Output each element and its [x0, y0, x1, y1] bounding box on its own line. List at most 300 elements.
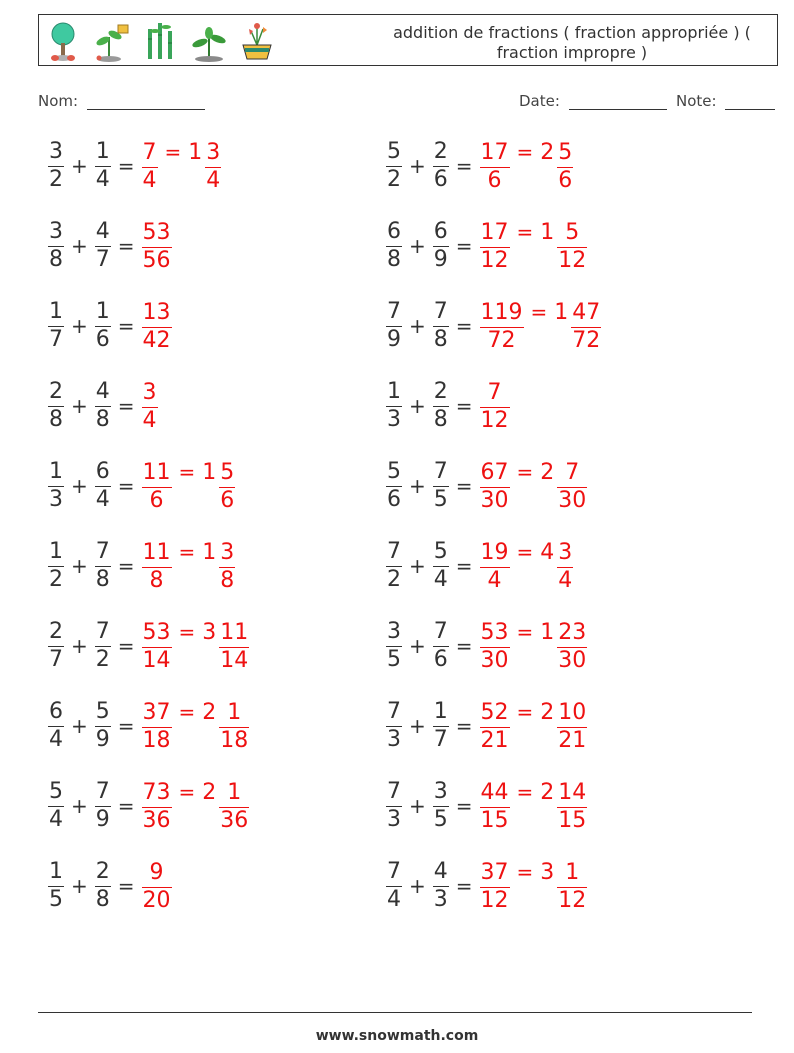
numerator: 2	[49, 618, 63, 644]
denominator: 6	[387, 487, 401, 513]
addend-fraction	[48, 138, 64, 193]
denominator: 2	[49, 567, 63, 593]
equals-sign: =	[455, 554, 473, 578]
numerator: 47	[572, 299, 601, 325]
improper-fraction-answer	[480, 219, 510, 274]
answer	[478, 620, 590, 673]
date-blank[interactable]	[569, 95, 667, 110]
addend-fraction	[95, 458, 111, 513]
equals-sign: =	[164, 139, 182, 164]
addend-fraction	[433, 138, 449, 193]
answer	[140, 220, 174, 273]
equals-sign: =	[516, 459, 534, 484]
bamboo-icon	[143, 21, 179, 63]
denominator: 42	[142, 328, 171, 354]
addend-fraction	[433, 458, 449, 513]
problem-item	[46, 218, 174, 274]
problem-item	[46, 378, 160, 434]
problem-item	[46, 458, 237, 514]
denominator: 4	[95, 487, 110, 513]
numerator: 3	[558, 539, 573, 565]
equals-sign: =	[455, 314, 473, 338]
improper-fraction-answer	[480, 299, 524, 354]
numerator: 53	[142, 219, 171, 245]
denominator: 2	[95, 647, 110, 673]
problem-item	[384, 298, 603, 354]
addend-fraction	[433, 378, 449, 433]
denominator: 4	[49, 807, 63, 833]
equals-sign: =	[455, 634, 473, 658]
numerator: 7	[95, 538, 110, 564]
plus-sign: +	[409, 634, 426, 658]
addend-fraction	[386, 538, 402, 593]
numerator: 7	[433, 458, 448, 484]
addend-fraction	[433, 218, 449, 273]
denominator: 8	[95, 887, 110, 913]
equals-sign: =	[455, 794, 473, 818]
improper-fraction-answer	[142, 459, 172, 514]
addend-fraction	[95, 138, 111, 193]
denominator: 30	[558, 648, 587, 674]
denominator: 8	[433, 407, 448, 433]
name-blank[interactable]	[87, 95, 205, 110]
mixed-whole: 1	[554, 299, 569, 325]
numerator: 7	[487, 379, 502, 405]
numerator: 53	[142, 619, 171, 645]
equals-sign: =	[516, 539, 534, 564]
addend-fraction	[48, 778, 64, 833]
numerator: 6	[95, 458, 110, 484]
mixed-fraction-answer	[557, 139, 573, 194]
numerator: 37	[480, 859, 509, 885]
denominator: 6	[95, 327, 110, 353]
denominator: 18	[142, 728, 171, 754]
equals-sign: =	[117, 634, 135, 658]
denominator: 7	[49, 327, 63, 353]
numerator: 7	[387, 698, 401, 724]
plus-sign: +	[71, 554, 88, 578]
numerator: 13	[142, 299, 171, 325]
denominator: 4	[49, 727, 63, 753]
equals-sign: =	[117, 554, 135, 578]
plus-sign: +	[409, 874, 426, 898]
numerator: 11	[142, 539, 171, 565]
answer	[140, 300, 174, 353]
numerator: 6	[433, 218, 448, 244]
mixed-fraction-answer	[557, 619, 587, 674]
denominator: 2	[49, 167, 63, 193]
addend-fraction	[95, 698, 111, 753]
mixed-fraction-answer	[219, 619, 249, 674]
numerator: 1	[95, 138, 110, 164]
numerator: 7	[95, 778, 110, 804]
addend-fraction	[95, 378, 111, 433]
addend-fraction	[48, 218, 64, 273]
worksheet-title: addition de fractions ( fraction appropriée ) ( fraction impropre )	[393, 23, 751, 62]
problem-item	[384, 698, 589, 754]
numerator: 14	[558, 779, 587, 805]
improper-fraction-answer	[142, 539, 172, 594]
problem-item	[384, 138, 575, 194]
answer	[140, 460, 238, 513]
denominator: 5	[433, 487, 448, 513]
improper-fraction-answer	[480, 859, 510, 914]
denominator: 3	[387, 407, 401, 433]
denominator: 5	[49, 887, 63, 913]
numerator: 7	[387, 858, 401, 884]
sprout-icon	[93, 21, 133, 63]
numerator: 67	[480, 459, 509, 485]
denominator: 36	[142, 808, 171, 834]
answer	[140, 860, 174, 913]
denominator: 72	[572, 328, 601, 354]
numerator: 5	[558, 139, 573, 165]
addend-fraction	[386, 458, 402, 513]
plus-sign: +	[409, 714, 426, 738]
addend-fraction	[386, 858, 402, 913]
answer	[140, 700, 252, 753]
equals-sign: =	[117, 474, 135, 498]
date-field[interactable]	[519, 92, 667, 110]
problem-item	[384, 378, 512, 434]
numerator: 2	[433, 378, 448, 404]
answer	[478, 300, 604, 353]
mixed-fraction-answer	[557, 699, 587, 754]
denominator: 36	[220, 808, 249, 834]
denominator: 4	[433, 567, 448, 593]
improper-fraction-answer	[142, 379, 158, 434]
denominator: 15	[480, 808, 509, 834]
denominator: 6	[558, 168, 573, 194]
numerator: 1	[227, 779, 242, 805]
addend-fraction	[433, 298, 449, 353]
denominator: 2	[387, 567, 401, 593]
worksheet-header	[38, 14, 778, 66]
numerator: 7	[433, 298, 448, 324]
denominator: 7	[49, 647, 63, 673]
numerator: 11	[142, 459, 171, 485]
equals-sign: =	[117, 794, 135, 818]
numerator: 7	[142, 139, 157, 165]
denominator: 20	[142, 888, 171, 914]
numerator: 3	[220, 539, 235, 565]
denominator: 4	[558, 568, 573, 594]
addend-fraction	[386, 378, 402, 433]
plus-sign: +	[71, 794, 88, 818]
addend-fraction	[433, 698, 449, 753]
addend-fraction	[48, 618, 64, 673]
numerator: 10	[558, 699, 587, 725]
numerator: 3	[206, 139, 221, 165]
flowerpot-icon	[237, 21, 277, 63]
denominator: 7	[433, 727, 448, 753]
addend-fraction	[95, 218, 111, 273]
addend-fraction	[95, 618, 111, 673]
improper-fraction-answer	[142, 139, 158, 194]
tree-icon	[47, 21, 83, 63]
addend-fraction	[386, 618, 402, 673]
addend-fraction	[48, 698, 64, 753]
addend-fraction	[95, 858, 111, 913]
mixed-whole: 1	[188, 139, 203, 165]
equals-sign: =	[516, 779, 534, 804]
improper-fraction-answer	[480, 779, 510, 834]
denominator: 8	[95, 407, 110, 433]
addend-fraction	[95, 538, 111, 593]
equals-sign: =	[117, 154, 135, 178]
numerator: 7	[387, 538, 401, 564]
seedling-icon	[189, 21, 229, 63]
numerator: 4	[95, 218, 110, 244]
mixed-whole: 2	[540, 459, 555, 485]
plus-sign: +	[71, 314, 88, 338]
mixed-whole: 1	[202, 459, 217, 485]
numerator: 1	[49, 298, 63, 324]
denominator: 12	[558, 248, 587, 274]
numerator: 119	[480, 299, 523, 325]
equals-sign: =	[455, 474, 473, 498]
denominator: 18	[220, 728, 249, 754]
denominator: 12	[480, 248, 509, 274]
plus-sign: +	[71, 234, 88, 258]
problem-item	[384, 218, 589, 274]
numerator: 37	[142, 699, 171, 725]
plus-sign: +	[71, 634, 88, 658]
numerator: 2	[49, 378, 63, 404]
equals-sign: =	[455, 394, 473, 418]
numerator: 7	[95, 618, 110, 644]
problem-item	[384, 618, 589, 674]
addend-fraction	[386, 778, 402, 833]
footer-divider	[38, 1012, 752, 1013]
denominator: 72	[487, 328, 516, 354]
denominator: 12	[480, 888, 509, 914]
numerator: 2	[433, 138, 448, 164]
problem-item	[384, 858, 589, 914]
denominator: 6	[433, 647, 448, 673]
denominator: 6	[487, 168, 502, 194]
denominator: 14	[220, 648, 249, 674]
numerator: 23	[558, 619, 587, 645]
addend-fraction	[386, 138, 402, 193]
denominator: 4	[487, 568, 502, 594]
addend-fraction	[433, 618, 449, 673]
answer	[478, 460, 590, 513]
addend-fraction	[386, 698, 402, 753]
denominator: 4	[206, 168, 221, 194]
numerator: 9	[149, 859, 164, 885]
improper-fraction-answer	[142, 779, 172, 834]
equals-sign: =	[117, 234, 135, 258]
plus-sign: +	[71, 874, 88, 898]
numerator: 6	[387, 218, 401, 244]
answer	[140, 620, 252, 673]
denominator: 3	[49, 487, 63, 513]
header-icons	[47, 19, 282, 63]
answer	[140, 380, 160, 433]
improper-fraction-answer	[142, 859, 172, 914]
denominator: 12	[558, 888, 587, 914]
numerator: 3	[433, 778, 448, 804]
numerator: 5	[95, 698, 110, 724]
denominator: 3	[387, 807, 401, 833]
numerator: 3	[387, 618, 401, 644]
mixed-fraction-answer	[571, 299, 601, 354]
denominator: 4	[95, 167, 110, 193]
addend-fraction	[48, 458, 64, 513]
addend-fraction	[433, 538, 449, 593]
equals-sign: =	[117, 394, 135, 418]
denominator: 8	[49, 407, 63, 433]
numerator: 11	[220, 619, 249, 645]
numerator: 1	[565, 859, 580, 885]
problem-item	[46, 538, 237, 594]
problem-item	[46, 698, 251, 754]
denominator: 4	[142, 168, 157, 194]
numerator: 5	[49, 778, 63, 804]
improper-fraction-answer	[480, 619, 510, 674]
denominator: 30	[558, 488, 587, 514]
denominator: 6	[220, 488, 235, 514]
numerator: 17	[480, 139, 509, 165]
numerator: 5	[433, 538, 448, 564]
mixed-whole: 2	[540, 779, 555, 805]
denominator: 14	[142, 648, 171, 674]
numerator: 5	[387, 138, 401, 164]
improper-fraction-answer	[480, 699, 510, 754]
answer	[478, 220, 590, 273]
numerator: 7	[433, 618, 448, 644]
mixed-fraction-answer	[219, 699, 249, 754]
numerator: 4	[95, 378, 110, 404]
mixed-whole: 2	[540, 139, 555, 165]
plus-sign: +	[409, 394, 426, 418]
improper-fraction-answer	[480, 379, 510, 434]
equals-sign: =	[178, 779, 196, 804]
problem-item	[384, 778, 589, 834]
denominator: 30	[480, 488, 509, 514]
plus-sign: +	[71, 154, 88, 178]
date-label: Date:	[519, 92, 560, 110]
numerator: 1	[433, 698, 448, 724]
equals-sign: =	[516, 859, 534, 884]
answer	[478, 700, 590, 753]
problem-item	[384, 538, 575, 594]
numerator: 7	[387, 778, 401, 804]
numerator: 1	[95, 298, 110, 324]
addend-fraction	[386, 218, 402, 273]
addend-fraction	[386, 298, 402, 353]
denominator: 4	[387, 887, 401, 913]
mixed-whole: 2	[202, 699, 217, 725]
note-blank[interactable]	[725, 95, 775, 110]
equals-sign: =	[117, 314, 135, 338]
denominator: 21	[558, 728, 587, 754]
problem-item	[384, 458, 589, 514]
addend-fraction	[48, 298, 64, 353]
plus-sign: +	[409, 794, 426, 818]
mixed-whole: 1	[540, 619, 555, 645]
name-field[interactable]	[38, 92, 205, 110]
numerator: 1	[49, 538, 63, 564]
plus-sign: +	[409, 474, 426, 498]
mixed-fraction-answer	[219, 539, 235, 594]
note-label: Note:	[676, 92, 717, 110]
problem-item	[46, 618, 251, 674]
addend-fraction	[95, 298, 111, 353]
equals-sign: =	[516, 619, 534, 644]
numerator: 19	[480, 539, 509, 565]
answer	[140, 140, 224, 193]
denominator: 4	[142, 408, 157, 434]
equals-sign: =	[516, 219, 534, 244]
denominator: 7	[95, 247, 110, 273]
mixed-whole: 3	[202, 619, 217, 645]
mixed-fraction-answer	[557, 859, 587, 914]
mixed-fraction-answer	[219, 779, 249, 834]
equals-sign: =	[178, 619, 196, 644]
numerator: 44	[480, 779, 509, 805]
note-field[interactable]	[676, 92, 775, 110]
denominator: 15	[558, 808, 587, 834]
numerator: 3	[49, 138, 63, 164]
denominator: 56	[142, 248, 171, 274]
footer-url[interactable]: www.snowmath.com	[315, 1028, 479, 1044]
denominator: 6	[149, 488, 164, 514]
mixed-fraction-answer	[557, 779, 587, 834]
improper-fraction-answer	[480, 459, 510, 514]
mixed-whole: 1	[540, 219, 555, 245]
numerator: 2	[95, 858, 110, 884]
mixed-whole: 2	[202, 779, 217, 805]
equals-sign: =	[178, 539, 196, 564]
numerator: 5	[565, 219, 580, 245]
addend-fraction	[95, 778, 111, 833]
answer	[478, 380, 512, 433]
denominator: 8	[49, 247, 63, 273]
numerator: 1	[49, 458, 63, 484]
plus-sign: +	[409, 554, 426, 578]
answer	[478, 140, 576, 193]
equals-sign: =	[455, 874, 473, 898]
numerator: 4	[433, 858, 448, 884]
mixed-whole: 3	[540, 859, 555, 885]
numerator: 5	[220, 459, 235, 485]
denominator: 3	[433, 887, 448, 913]
numerator: 52	[480, 699, 509, 725]
answer	[140, 540, 238, 593]
denominator: 9	[387, 327, 401, 353]
plus-sign: +	[409, 234, 426, 258]
improper-fraction-answer	[480, 139, 510, 194]
plus-sign: +	[71, 474, 88, 498]
answer	[478, 780, 590, 833]
denominator: 5	[433, 807, 448, 833]
numerator: 5	[387, 458, 401, 484]
denominator: 9	[433, 247, 448, 273]
denominator: 8	[387, 247, 401, 273]
numerator: 3	[49, 218, 63, 244]
improper-fraction-answer	[142, 219, 172, 274]
addend-fraction	[433, 778, 449, 833]
numerator: 1	[227, 699, 242, 725]
equals-sign: =	[117, 714, 135, 738]
denominator: 2	[387, 167, 401, 193]
addend-fraction	[433, 858, 449, 913]
numerator: 1	[49, 858, 63, 884]
improper-fraction-answer	[142, 699, 172, 754]
numerator: 3	[142, 379, 157, 405]
